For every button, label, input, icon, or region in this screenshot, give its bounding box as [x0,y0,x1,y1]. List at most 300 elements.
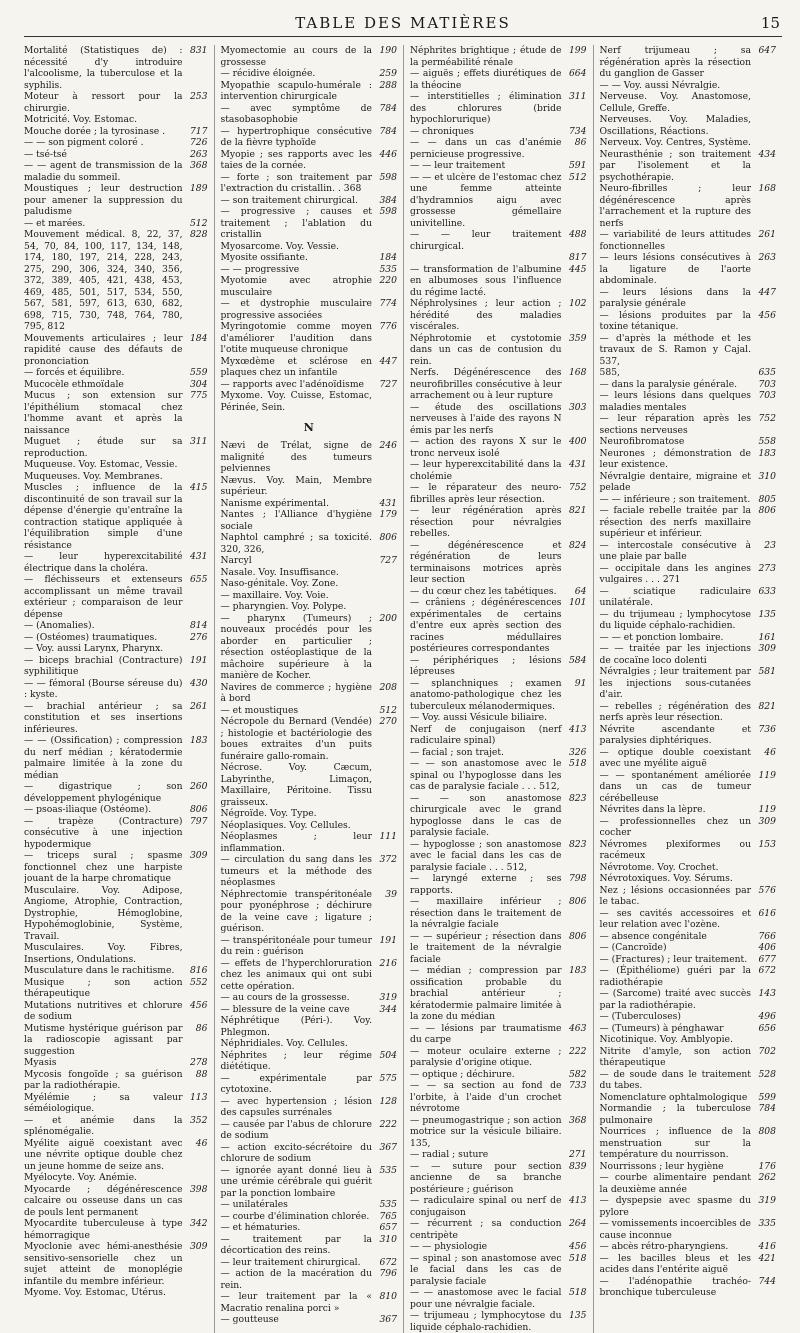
entry-page: 46 [764,746,776,758]
entry-text: — leur réparation après les sections nerveuses [599,413,751,436]
entry-text: — au cours de la grossesse. [220,992,350,1003]
entry-page: 273 [758,562,776,574]
entry-text: — leur régénération après résection pour névralgies rebelles. [410,505,562,539]
index-entry [221,475,398,498]
index-entry [410,137,587,160]
entry-text: Nourrissons ; leur hygiène [599,1160,724,1172]
index-entry [410,1046,587,1069]
entry-text: — pneumogastrique ; son action motrice sur la vésicule biliaire. 135, [410,1114,562,1149]
index-entry [221,854,398,889]
index-entry [24,367,208,379]
entry-page: 456 [189,999,208,1011]
entry-page: 86 [574,137,587,148]
entry-page: 253 [189,91,208,102]
index-entry [221,1142,398,1165]
index-entry [221,958,398,993]
entry-text: Muscles ; influence de la discontinuité de son travail sur la dépense d'énergie qu'entraîne la contraction statique appliquée à l'équilibration simple d'une résistance [24,482,183,551]
entry-page: 766 [758,930,776,942]
index-entry [410,298,587,333]
entry-page: 456 [758,309,776,321]
index-entry [221,1015,398,1038]
index-entry [24,471,208,483]
index-entry [410,873,587,896]
entry-page: 303 [568,401,587,413]
index-entry [221,762,398,808]
entry-text: Mucus ; son extension sur l'épithélium stomacal chez l'homme avant et après la naissance [24,390,183,436]
index-entry [24,1023,208,1058]
entry-text: Neurasthénie ; son traitement par l'isolement et la psychothérapie. [599,148,751,183]
entry-page: 119 [758,804,776,815]
entry-page: 260 [189,781,208,792]
index-entry [24,1092,208,1115]
page-title: TABLE DES MATIÈRES [295,14,511,32]
index-entry [221,241,398,253]
entry-text: — (Épithéliome) guéri par la radiothérapie [599,965,751,988]
entry-page: 344 [379,1003,397,1015]
entry-text: — — fémoral (Bourse séreuse du) : kyste. [24,677,183,700]
entry-text: — dans la paralysie générale. [599,378,738,390]
index-entry [221,252,398,264]
entry-page: 368 [568,1114,587,1126]
entry-text: — crâniens ; dégénérescences expérimentales de certains d'entre eux après section des racines médullaires postérieures correspondantes [410,597,562,654]
entry-page: 288 [379,79,397,91]
index-entry [600,1172,777,1195]
index-entry [221,1211,398,1223]
index-entry [600,310,777,333]
entry-text: Nitrite d'amyle, son action thérapeutique [599,1045,751,1068]
entry-text: — moteur oculaire externe ; paralysie d'origine otique. [410,1045,562,1068]
entry-text: — — dans un cas d'anémie pernicieuse progressive. [410,137,562,160]
entry-text: — son traitement chirurgical. [220,194,359,206]
entry-text: — rebelles ; régénération des nerfs après leur résection. [599,700,751,723]
entry-text: — faciale rebelle traitée par la résection des nerfs maxillaire supérieur et inférieur. [599,505,751,539]
index-entry [410,482,587,505]
entry-text: Nerf trijumeau ; sa régénération après la résection du ganglion de Gasser [599,45,751,79]
index-entry [410,126,587,138]
entry-text: Névromes plexiformes ou racémeux [599,838,751,861]
index-entry [600,1092,777,1104]
entry-page: 135 [568,1310,587,1321]
entry-page: 184 [379,252,397,263]
entry-text: — Voy. aussi Vésicule biliaire. [410,712,548,723]
entry-text: 585, [599,367,620,378]
entry-page: 784 [758,1103,776,1114]
entry-text: Neurones ; démonstration de leur existence. [599,447,751,470]
index-entry [600,494,777,506]
entry-text: — action des rayons X sur le tronc nerveux isolé [410,436,562,459]
entry-text: — sciatique radiculaire unilatérale. [599,585,751,608]
entry-text: — Voy. aussi Larynx, Pharynx. [24,643,164,654]
index-entry [221,1314,398,1326]
entry-page: 784 [379,102,397,114]
index-entry [221,555,398,567]
index-entry [600,436,777,448]
entry-text: — — Voy. aussi Névralgie. [599,79,721,91]
index-entry [600,1276,777,1299]
entry-page: 823 [568,838,587,850]
entry-text: — forcés et équilibre. [24,367,125,378]
index-entry [600,149,777,184]
entry-text: Naso-génitale. Voy. Zone. [220,578,339,589]
index-entry [221,1199,398,1211]
entry-page: 220 [379,275,397,286]
index-entry [221,1038,398,1050]
entry-page: 504 [379,1049,397,1061]
entry-page: 416 [758,1241,776,1252]
entry-text: — — progressive [220,263,300,275]
entry-text: Mortalité (Statistiques de) : nécessité d'y introduire l'alcoolisme, la tuberculose et la syphilis. [24,45,183,91]
entry-text: — — supérieur ; résection dans le traitement de la névralgie faciale [410,930,562,965]
entry-text: — spinal ; son anastomose avec le facial dans les cas de paralysie faciale [410,1252,562,1287]
index-entry [221,808,398,820]
entry-page: 311 [189,436,208,447]
entry-text: — — (Ossification) ; compression du nerf médian ; kératodermie palmaire limitée à la zone du médian [24,735,183,781]
index-entry [24,183,208,218]
entry-text: Narcyl [220,555,252,566]
index-entry [410,505,587,540]
entry-text: — leur traitement par la « Macratio renalina porci » [220,1291,372,1314]
entry-page: 512 [379,704,397,716]
entry-page: 261 [758,229,776,240]
index-entry [600,1241,777,1253]
entry-text: — — et ponction lombaire. [599,631,724,643]
index-entry [600,1218,777,1241]
entry-text: Muqueuses. Voy. Membranes. [24,470,163,482]
index-entry [600,1023,777,1035]
entry-text: Nomenclature ophtalmologique [599,1091,748,1103]
entry-text: — leur hyperexcitabilité dans la cholémie [410,459,562,482]
entry-text: — — spontanément améliorée dans un cas de tumeur cérébelleuse [599,769,751,804]
index-entry [410,1161,587,1196]
index-entry [410,1218,587,1241]
entry-page: 703 [758,390,776,401]
entry-text: Myocardite tuberculeuse à type hémorragique [24,1218,183,1241]
index-entry [410,540,587,586]
entry-page: 518 [568,1252,587,1264]
index-entry [24,436,208,459]
entry-page: 113 [189,1091,208,1103]
index-entry [410,758,587,793]
entry-page: 798 [568,873,587,884]
entry-text: Nævi de Trélat, signe de malignité des tumeurs pelviennes [220,440,372,474]
entry-text: Mouvement médical. 8, 22, 37, 54, 70, 84, 100, 117, 134, 148, 174, 180, 197, 214, 228, 243, 275, 290, 306, 324, 340, 356, 372, 389, 405, 421, 438, 453, 469, 485, 501, 517, 534, 550, 567, 581, 597, 613, 630, 682, 698, 715, 730, 748, 764, 780, 795, 812 [24,229,183,332]
entry-page: 246 [379,440,397,451]
index-entry [410,91,587,126]
entry-text: — ses cavités accessoires et leur relation avec l'ozène. [599,907,751,930]
entry-page: 319 [758,1195,776,1206]
entry-text: Myxome. Voy. Cuisse, Estomac, Périnée, Sein. [220,390,372,413]
entry-text: — rapports avec l'adénoïdisme [220,378,364,390]
entry-page: 535 [379,1199,397,1210]
entry-text: Nerf de conjugaison (nerf radiculaire spinal) [410,723,562,746]
index-entry [600,563,777,586]
index-entry [24,459,208,471]
index-entry [221,498,398,510]
entry-text: — pharyngien. Voy. Polype. [220,601,347,612]
entry-page: 199 [568,45,587,56]
index-entry [600,931,777,943]
entry-page: 824 [568,539,587,551]
index-entry [24,333,208,368]
entry-text: — — son pigment coloré . [24,137,144,148]
index-entry [410,1287,587,1310]
entry-page: 271 [568,1149,587,1160]
entry-text: — optique double coexistant avec une myélite aiguë [599,746,751,769]
index-entry [600,609,777,632]
index-entry [410,459,587,482]
index-entry [410,586,587,598]
index-entry [221,206,398,241]
index-entry [600,816,777,839]
entry-page: 415 [189,482,208,493]
entry-page: 810 [379,1291,397,1302]
index-entry [24,1241,208,1287]
entry-page: 733 [568,1080,587,1091]
entry-page: 806 [568,896,587,907]
index-entry [600,505,777,540]
entry-text: Mouche dorée ; la tyrosinase . [24,125,166,137]
entry-text: — et dystrophie musculaire progressive associées [220,298,372,321]
index-entry [221,889,398,935]
entry-text: — forte ; son traitement par l'extraction du cristallin. . 368 [220,171,372,194]
entry-page: 191 [379,934,397,946]
entry-text: — (Ostéomes) traumatiques. [24,631,158,643]
entry-text: — récidive éloignée. [220,68,316,79]
entry-text: — courbe d'élimination chlorée. [220,1210,370,1222]
entry-text: — effets de l'hyperchloruration chez les animaux qui ont subi cette opération. [220,957,372,992]
entry-page: 111 [379,831,397,842]
entry-text: Musculaire. Voy. Adipose, Angiome, Atrophie, Contraction, Dystrophie, Hémoglobine, Hypohémoglobinie, Système, Travail. [24,884,183,942]
index-entry [221,275,398,298]
entry-text: — trapèze (Contracture) consécutive à une injection hypodermique [24,815,183,850]
entry-text: — occipitale dans les angines vulgaires . . . 271 [599,562,751,585]
entry-text: Négroïde. Voy. Type. [220,808,317,819]
entry-text: — et moustiques [220,704,299,716]
index-entry [600,1195,777,1218]
index-entry [600,643,777,666]
entry-page: 765 [379,1210,397,1222]
entry-page: 278 [189,1057,208,1068]
index-entry [221,390,398,413]
entry-text: Mycosis fongoïde ; sa guérison par la radiothérapie. [24,1068,183,1091]
index-entry [410,724,587,747]
entry-text: — — agent de transmission de la maladie du sommeil. [24,160,183,183]
entry-text: Myélocyte. Voy. Anémie. [24,1172,137,1183]
entry-text: Myopie ; ses rapports avec les taies de la cornée. [220,148,372,171]
entry-page: 806 [758,505,776,516]
entry-page: 528 [758,1068,776,1080]
entry-page: 372 [379,854,397,865]
entry-text: — transformation de l'albumine en albumoses sous l'influence du régime lacté. [410,263,562,298]
entry-page: 776 [379,321,397,332]
entry-page: 23 [764,539,776,551]
entry-text: Nerveux. Voy. Centres, Système. [599,137,751,148]
index-entry [410,931,587,966]
entry-text: Myosite ossifiante. [220,252,308,263]
entry-page: 775 [189,390,208,401]
index-entry [410,402,587,437]
entry-text: Mutisme hystérique guérison par la radioscopie agissant par suggestion [24,1022,183,1057]
entry-text: — traitement par la décortication des reins. [220,1233,372,1256]
entry-text: — du cœur chez les tabétiques. [410,585,557,597]
index-entry [221,1257,398,1269]
entry-page: 359 [568,332,587,344]
index-entry [24,1057,208,1069]
entry-text: — avec symptôme de stasobasophobie [220,102,372,125]
index-entry [221,440,398,475]
entry-text: — blessure de la veine cave [220,1003,350,1015]
index-entry [600,1161,777,1173]
entry-text: — — son anastomose avec le spinal ou l'hypoglosse dans les cas de paralysie faciale . . . 512, [410,758,562,792]
index-entry [24,643,208,655]
entry-page: 584 [568,654,587,666]
index-entry [600,965,777,988]
entry-page: 821 [568,505,587,516]
index-entry [600,540,777,563]
entry-page: 806 [189,804,208,815]
index-entry [24,574,208,620]
entry-text: — (Fractures) ; leur traitement. [599,953,748,965]
page-number: 15 [760,14,780,32]
entry-page: 263 [758,252,776,263]
entry-text: — brachial antérieur ; sa constitution et ses insertions inférieures. [24,700,183,735]
index-entry [24,701,208,736]
page-header [24,14,782,37]
entry-page: 672 [379,1256,397,1268]
index-entry [24,551,208,574]
entry-text: — — sa section au fond de l'orbite, à l'aide d'un crochet névrotome [410,1080,562,1114]
entry-page: 744 [758,1275,776,1287]
entry-page: 413 [568,723,587,735]
entry-page: 143 [758,988,776,999]
entry-text: — avec hypertension ; lésion des capsules surrénales [220,1095,372,1118]
index-entry [24,885,208,943]
entry-text: Névrites dans la lèpre. [599,804,706,815]
entry-text: — périphériques ; lésions lépreuses [410,654,562,677]
entry-text: — — lésions par traumatisme du carpe [410,1022,562,1045]
entry-text: Nicotinique. Voy. Amblyopie. [599,1034,733,1045]
index-entry [600,367,777,379]
index-entry [600,471,777,494]
entry-page: 101 [568,597,587,608]
entry-text: Nécropole du Bernard (Vendée) ; histologie et bactériologie des boues extraites d'un puits funéraire gallo-romain. [220,716,372,762]
index-entry [24,965,208,977]
index-entry [410,793,587,839]
index-entry [24,850,208,885]
entry-text: — le réparateur des neuro-fibrilles après leur résection. [410,482,562,505]
index-entry [24,1115,208,1138]
entry-page: 222 [568,1045,587,1057]
index-entry [221,356,398,379]
entry-page: 752 [568,482,587,493]
index-entry [410,1253,587,1288]
entry-page: 576 [758,884,776,896]
index-entry [600,862,777,874]
entry-page: 672 [758,965,776,976]
index-entry [600,839,777,862]
entry-page: 259 [379,68,397,79]
entry-text: Neuro-fibrilles ; leur dégénérescence après l'arrachement et la rupture des nerfs [599,183,751,229]
entry-text: — récurrent ; sa conduction centripète [410,1218,562,1241]
index-entry [600,770,777,805]
entry-page: 702 [758,1045,776,1057]
entry-text: — radiculaire spinal ou nerf de conjugaison [410,1195,562,1218]
index-entry [24,816,208,851]
entry-page: 88 [195,1068,208,1080]
entry-text: — courbe alimentaire pendant la deuxième année [599,1172,751,1195]
entry-page: 191 [189,654,208,666]
index-entry [221,1096,398,1119]
entry-page: 518 [568,1287,587,1298]
entry-text: — — anastomose avec le facial pour une névralgie faciale. [410,1287,562,1310]
entry-page: 806 [379,532,397,543]
index-entry [600,885,777,908]
index-entry [600,114,777,137]
entry-text: — radial ; suture [410,1149,489,1160]
index-entry [221,195,398,207]
index-entry [24,781,208,804]
index-entry [221,321,398,356]
entry-page: 406 [758,942,776,953]
entry-page: 222 [379,1118,397,1130]
entry-page: 119 [758,769,776,781]
entry-page: 816 [189,965,208,976]
entry-page: 599 [758,1091,776,1103]
entry-page: 447 [758,286,776,298]
entry-page: 335 [758,1218,776,1229]
entry-page: 326 [568,746,587,758]
index-entry [221,1268,398,1291]
entry-text: Navires de commerce ; hygiène à bord [220,681,372,704]
entry-page: 64 [574,585,587,597]
entry-page: 135 [758,608,776,620]
index-entry [24,91,208,114]
entry-text: — et hématuries. [220,1222,301,1233]
index-entry [600,137,777,149]
entry-page: 128 [379,1095,397,1107]
index-entry [600,229,777,252]
index-entry [600,954,777,966]
index-entry [221,1119,398,1142]
entry-text: — goutteuse [220,1314,279,1325]
index-entry [600,747,777,770]
index-entry [221,126,398,149]
entry-page: 400 [568,436,587,447]
index-entry [221,298,398,321]
entry-page: 446 [379,148,397,160]
entry-page: 774 [379,298,397,309]
entry-page: 817 [568,252,587,263]
entry-page: 216 [379,957,397,969]
index-entry [24,735,208,781]
index-entry [600,80,777,92]
entry-text: — absence congénitale [599,930,707,942]
entry-page: 828 [189,229,208,240]
entry-page: 153 [758,838,776,850]
entry-text: Nourrices ; influence de la menstruation sur la température du nourrisson. [599,1126,751,1160]
index-entry [410,747,587,759]
index-entry [24,804,208,816]
entry-text: — intercostale consécutive à une plaie par balle [599,539,751,562]
index-entry [410,655,587,678]
entry-text: Néphrotomie et cystotomie dans un cas de contusion du rein. [410,332,562,367]
index-entry [600,252,777,287]
index-entry [221,172,398,195]
entry-text: Myomectomie au cours de la grossesse [220,45,372,68]
entry-text: — pharynx (Tumeurs) ; nouveaux procédés pour les aborder en particulier ; résection ostéoplastique de la mâchoire supérieure à la manière de Kocher. [220,612,372,681]
entry-text: — circulation du sang dans les tumeurs et la méthode des néoplasmes [220,854,372,888]
entry-page: 398 [189,1183,208,1195]
